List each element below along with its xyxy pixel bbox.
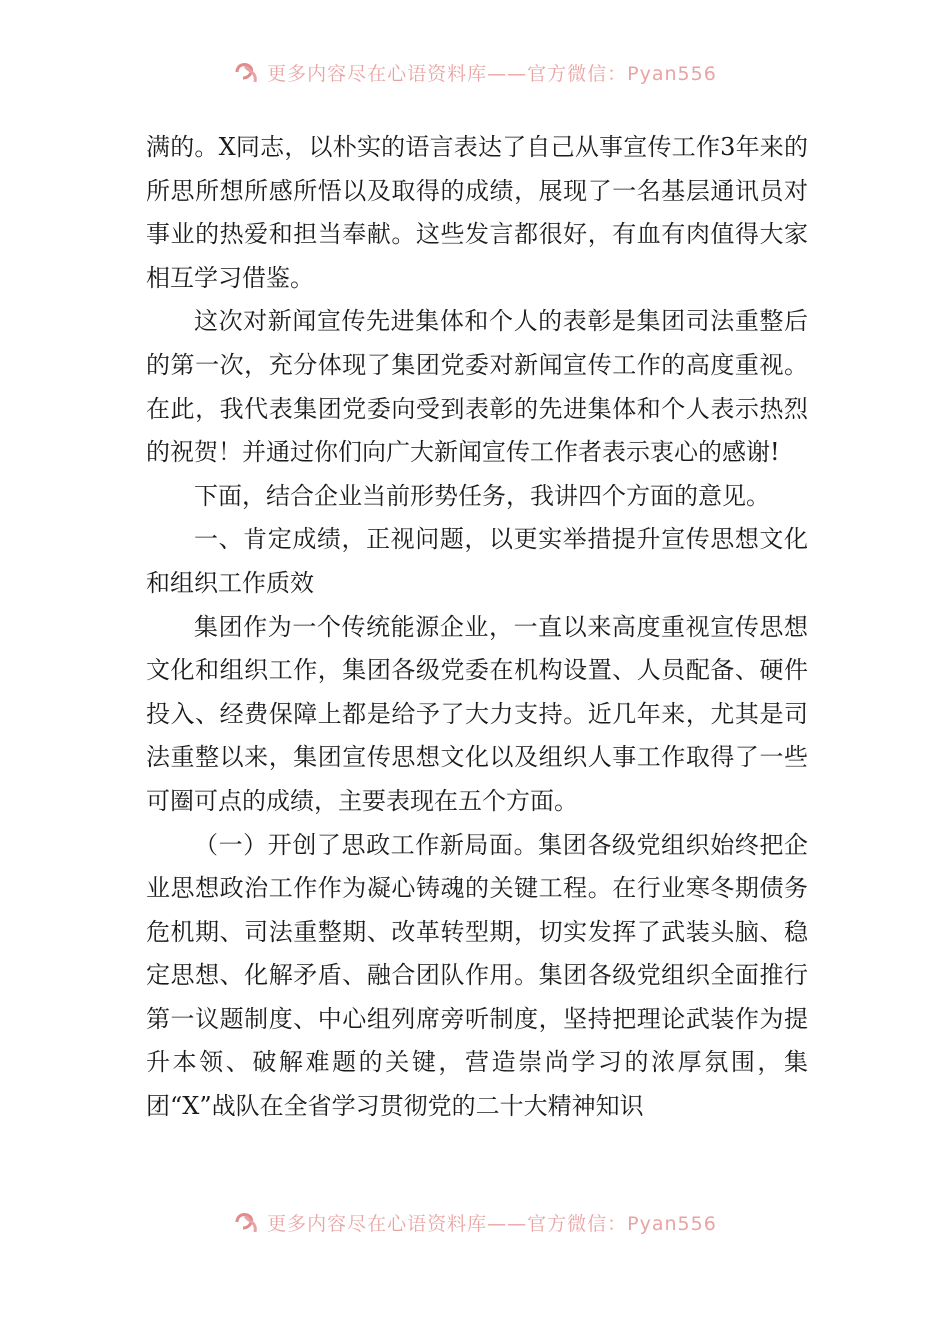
section-heading-one: 一、肯定成绩，正视问题，以更实举措提升宣传思想文化和组织工作质效 [146,525,808,597]
header-watermark [0,52,950,92]
paragraph-commendation: 这次对新闻宣传先进集体和个人的表彰是集团司法重整后的第一次，充分体现了集团党委对新闻宣传工作的高度重视。在此，我代表集团党委向受到表彰的先进集体和个人表示热烈的祝贺！并通过你们向广大新闻宣传工作者表示衷心的感谢! [146,307,808,467]
footer-watermark [0,1202,950,1242]
watermark-text: 更多内容尽在心语资料库——官方微信：Pyan556 [267,1212,717,1235]
document-body [146,126,808,1129]
paragraph-subsection-one: （一）开创了思政工作新局面。集团各级党组织始终把企业思想政治工作作为凝心铸魂的关键工程。在行业寒冬期债务危机期、司法重整期、改革转型期，切实发挥了武装头脑、稳定思想、化解矛盾、融合团队作用。集团各级党组织全面推行第一议题制度、中心组列席旁听制度，坚持把理论武装作为提升本领、破解难题的关键，营造崇尚学习的浓厚氛围，集团“X”战队在全省学习贯彻党的二十大精神知识 [146,830,808,1121]
paragraph-intro: 下面，结合企业当前形势任务，我讲四个方面的意见。 [194,481,770,510]
paragraph-continuation: 满的。X同志，以朴实的语言表达了自己从事宣传工作3年来的所思所想所感所悟以及取得的成绩，展现了一名基层通讯员对事业的热爱和担当奉献。这些发言都很好，有血有肉值得大家相互学习借鉴。 [146,133,808,292]
watermark-logo-icon [233,1208,261,1236]
watermark-logo-icon [233,58,261,86]
watermark-text: 更多内容尽在心语资料库——官方微信：Pyan556 [267,62,717,85]
paragraph-achievements: 集团作为一个传统能源企业，一直以来高度重视宣传思想文化和组织工作，集团各级党委在机构设置、人员配备、硬件投入、经费保障上都是给予了大力支持。近几年来，尤其是司法重整以来，集团宣传思想文化以及组织人事工作取得了一些可圈可点的成绩，主要表现在五个方面。 [146,612,808,815]
